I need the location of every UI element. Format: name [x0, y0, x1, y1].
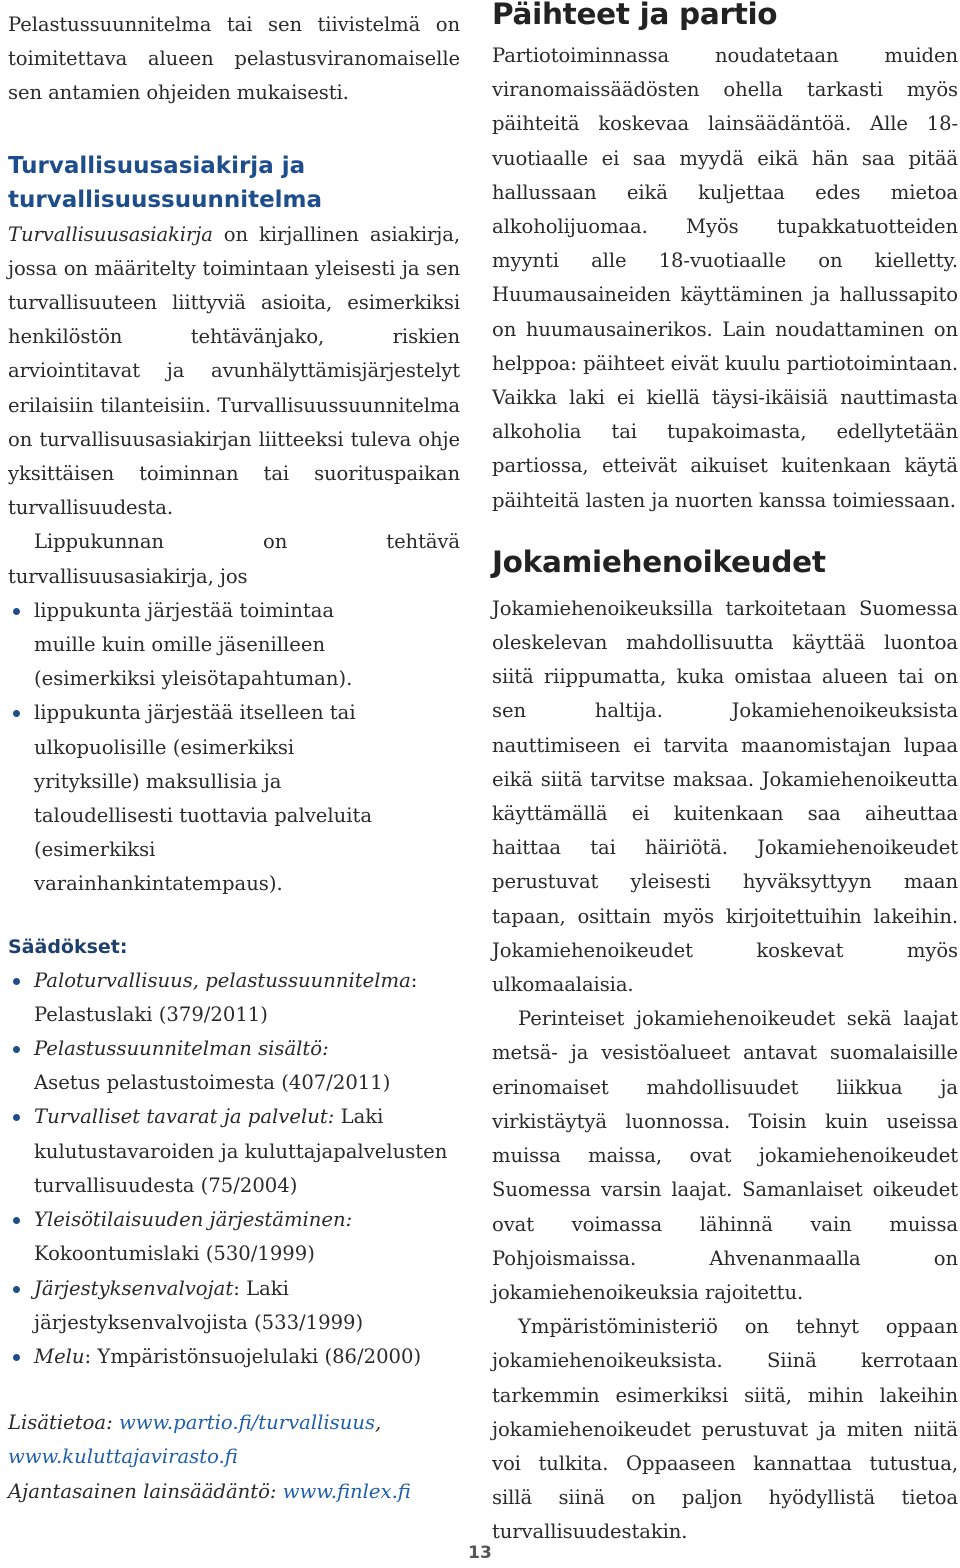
right-column [492, 0, 958, 1550]
list-item: lippukunta järjestää itselleen tai ulkopuolisille (esimerkiksi yrityksille) maksullisia ja taloudellisesti tuottavia palveluita (esimerkiksi varainhankintatempaus). [8, 696, 460, 901]
bullet-icon [13, 1286, 20, 1293]
regulations-heading: Säädökset: [8, 935, 128, 958]
bullet-icon [13, 608, 20, 615]
everyman-paragraph-1: Jokamiehenoikeuksilla tarkoitetaan Suomessa oleskelevan mahdollisuutta käyttää luontoa siitä riippumatta, kuka omistaa alueen tai on sen haltija. Jokamiehenoikeuksista nauttimiseen ei tarvita maanomistajan lupaa eikä siitä tarvitse maksaa. Jokamiehenoikeutta käyttämällä ei kuitenkaan saa aiheuttaa haittaa tai häiriötä. Jokamiehenoikeudet perustuvat yleisesti hyväksyttyyn maan tapaan, osittain myös kirjoitettuihin lakeihin. Jokamiehenoikeudet koskevat myös ulkomaalaisia. [492, 596, 958, 997]
list-item: lippukunta järjestää toimintaa muille kuin omille jäsenilleen (esimerkiksi yleisötapahtuman). [8, 594, 460, 697]
everyman-paragraph-2: Perinteiset jokamiehenoikeudet sekä laajat metsä- ja vesistöalueet antavat suomalaisille erinomaiset mahdollisuudet liikkua ja virkistäytyä luonnossa. Toisin kuin useissa muissa maissa, ovat jokamiehenoikeudet Suomessa varsin laajat. Samanlaiset oikeudet ovat voimassa lähinnä vain muissa Pohjoismaissa. Ahvenanmaalla on jokamiehenoikeuksia rajoitettu. [492, 1007, 958, 1304]
bullet-icon [13, 1046, 20, 1053]
intro-paragraph: Pelastussuunnitelma tai sen tiivistelmä on toimitettava alueen pelastusviranomaiselle sen antamien ohjeiden mukaisesti. [8, 13, 460, 105]
list-item: Melu: Ympäristönsuojelulaki (86/2000) [8, 1340, 460, 1374]
list-item: Turvalliset tavarat ja palvelut: Laki kulutustavaroiden ja kuluttajapalvelusten turvallisuudesta (75/2004) [8, 1100, 460, 1203]
finlex-link[interactable]: www.finlex.fi [282, 1479, 411, 1503]
more-info: Lisätietoa: www.partio.fi/turvallisuus, www.kuluttajavirasto.fi Ajantasainen lainsäädäntö: www.finlex.fi [8, 1411, 411, 1503]
bullet-icon [13, 710, 20, 717]
safety-documents-heading: Turvallisuusasiakirja ja turvallisuussuunnitelma [8, 152, 323, 213]
bullet-icon [13, 1217, 20, 1224]
partio-link[interactable]: www.partio.fi/turvallisuus [118, 1411, 375, 1435]
bullet-icon [13, 1114, 20, 1121]
list-item: Yleisötilaisuuden järjestäminen: Kokoontumislaki (530/1999) [8, 1203, 460, 1271]
substances-heading: Päihteet ja partio [492, 0, 778, 31]
requirement-list [8, 594, 460, 902]
substances-paragraph: Partiotoiminnassa noudatetaan muiden viranomaissäädösten ohella tarkasti myös päihteitä koskevaa lainsäädäntöä. Alle 18-vuotiaalle ei saa myydä eikä hän saa pitää hallussaan eikä kuljettaa edes mietoa alkoholijuomaa. Myös tupakkatuotteiden myynti alle 18-vuotiaalle on kielletty. Huumausaineiden käyttäminen ja hallussapito on huumausainerikos. Lain noudattaminen on helppoa: päihteet eivät kuulu partiotoimintaan. Vaikka laki ei kiellä täysi-ikäisiä nauttimasta alkoholia tai tupakoimasta, edellytetään partiossa, etteivät aikuiset kuitenkaan käytä päihteitä lasten ja nuorten kanssa toimiessaan. [492, 44, 958, 512]
list-item: Järjestyksenvalvojat: Laki järjestyksenvalvojista (533/1999) [8, 1272, 460, 1340]
page-number: 13 [468, 1543, 492, 1563]
left-column [8, 0, 460, 1509]
everyman-paragraph-3: Ympäristöministeriö on tehnyt oppaan jokamiehenoikeuksista. Siinä kerrotaan tarkemmin esimerkiksi siitä, mihin lakeihin jokamiehenoikeudet perustuvat ja miten niitä voi tulkita. Oppaaseen kannattaa tutustua, sillä siinä on paljon hyödyllistä tietoa turvallisuudestakin. [492, 1315, 958, 1544]
safety-document-text: on kirjallinen asiakirja, jossa on määritelty toimintaan yleisesti ja sen turvallisuuteen liittyviä asioita, esimerkiksi henkilöstön tehtävänjako, riskien arviointitavat ja avunhälyttämisjärjestelyt erilaisiin tilanteisiin. Turvallisuussuunnitelma on turvallisuusasiakirjan liitteeksi tuleva ohje yksittäisen toiminnan tai suorituspaikan turvallisuudesta. [8, 222, 460, 520]
kuluttajavirasto-link[interactable]: www.kuluttajavirasto.fi [8, 1445, 238, 1469]
requirement-paragraph: Lippukunnan on tehtävä turvallisuusasiakirja, jos [8, 530, 460, 588]
list-item: Paloturvallisuus, pelastussuunnitelma: Pelastuslaki (379/2011) [8, 964, 460, 1032]
regulations-list [8, 964, 460, 1374]
safety-document-paragraph [8, 218, 460, 526]
list-item: Pelastussuunnitelman sisältö: Asetus pelastustoimesta (407/2011) [8, 1032, 460, 1100]
safety-document-term: Turvallisuusasiakirja [8, 222, 213, 246]
bullet-icon [13, 1354, 20, 1361]
everyman-rights-heading: Jokamiehenoikeudet [492, 544, 826, 579]
bullet-icon [13, 978, 20, 985]
